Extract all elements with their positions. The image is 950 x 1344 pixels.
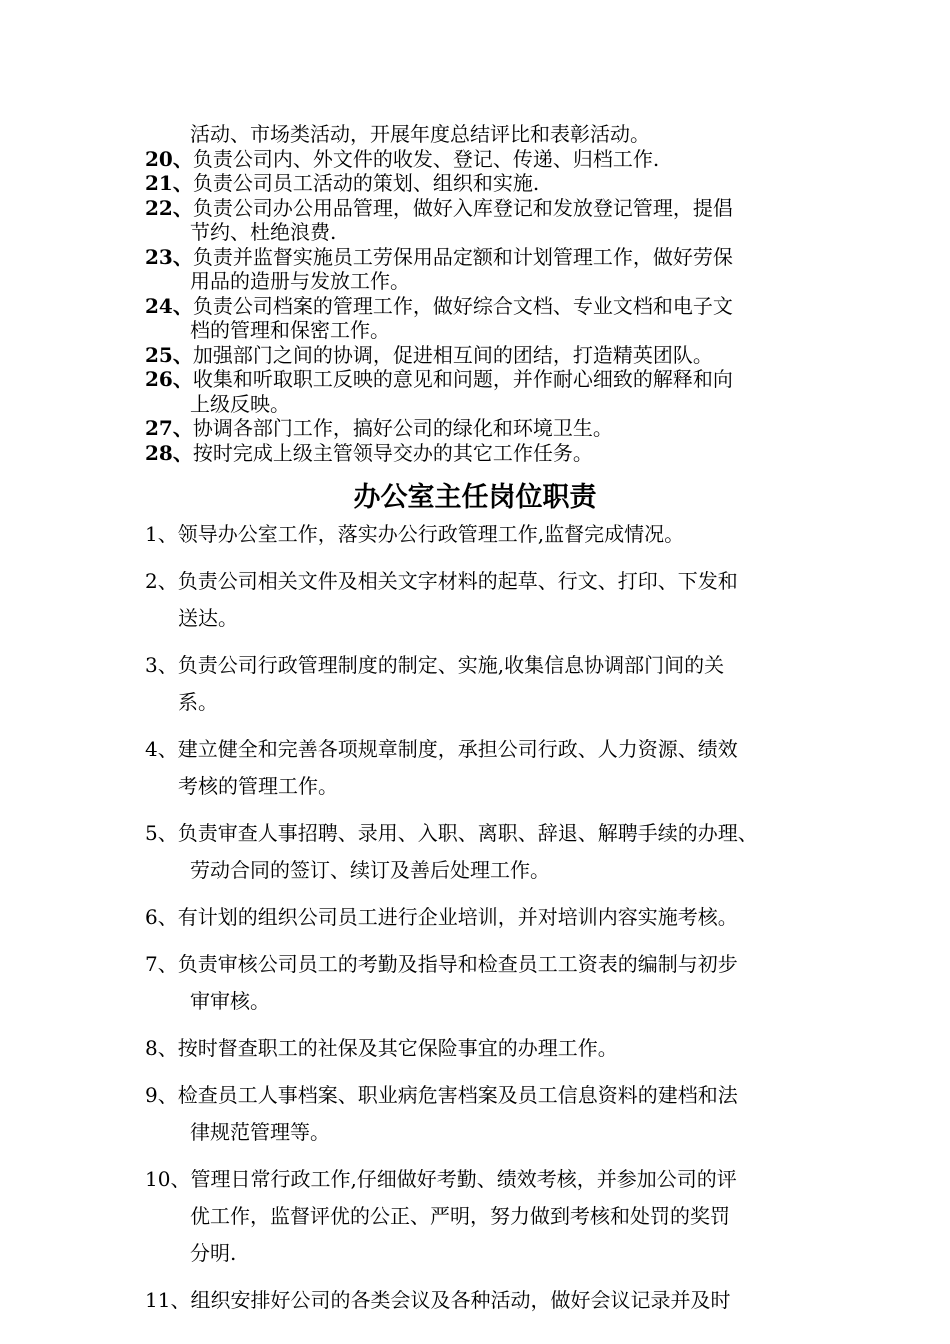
item-text: 加强部门之间的协调，促进相互间的团结，打造精英团队。 [192, 342, 713, 367]
item-text: 领导办公室工作，落实办公行政管理工作,监督完成情况。 [177, 522, 685, 546]
item-text: 按时督查职工的社保及其它保险事宜的办理工作。 [177, 1036, 618, 1060]
duty-item-6 [145, 899, 835, 936]
item-number: 5、 [145, 821, 178, 845]
item-text: 负责并监督实施员工劳保用品定额和计划管理工作，做好劳保 [192, 244, 733, 269]
item-text-continuation: 送达。 [178, 606, 238, 630]
item-number: 26、 [145, 367, 193, 391]
item-text-continuation: 档的管理和保密工作。 [190, 318, 390, 342]
item-text: 负责审核公司员工的考勤及指导和检查员工工资表的编制与初步 [177, 952, 738, 976]
item-number: 4、 [145, 737, 178, 761]
duty-item-11 [145, 1282, 835, 1319]
item-text-continuation: 审审核。 [190, 989, 270, 1013]
list-item-24 [145, 294, 825, 343]
item-text: 协调各部门工作，搞好公司的绿化和环境卫生。 [192, 416, 613, 440]
duty-item-4 [145, 731, 835, 805]
item-text: 负责公司档案的管理工作，做好综合文档、专业文档和电子文 [192, 293, 733, 318]
duty-item-10 [145, 1161, 835, 1272]
duty-item-8 [145, 1030, 835, 1067]
item-text-continuation: 用品的造册与发放工作。 [190, 269, 410, 293]
duty-item-3 [145, 647, 835, 721]
duty-item-5 [145, 815, 835, 889]
section-title: 办公室主任岗位职责 [353, 482, 597, 513]
item-number: 24、 [145, 293, 193, 318]
item-text: 负责公司相关文件及相关文字材料的起草、行文、打印、下发和 [177, 569, 738, 593]
list-item-23 [145, 245, 825, 294]
item-text: 按时完成上级主管领导交办的其它工作任务。 [192, 440, 593, 465]
item-number: 9、 [145, 1083, 178, 1107]
item-text: 有计划的组织公司员工进行企业培训，并对培训内容实施考核。 [177, 905, 738, 929]
item-number: 3、 [145, 653, 178, 677]
item-number: 2、 [145, 569, 178, 593]
item-text-continuation: 上级反映。 [190, 391, 290, 416]
item-text-continuation: 系。 [178, 690, 218, 714]
item-text-continuation: 分明. [190, 1241, 237, 1265]
item-text: 组织安排好公司的各类会议及各种活动，做好会议记录并及时 [190, 1288, 731, 1312]
item-text: 收集和听取职工反映的意见和问题，并作耐心细致的解释和向 [192, 367, 733, 391]
item-number: 1、 [145, 522, 178, 546]
list-item-20 [145, 147, 825, 172]
item-number: 11、 [145, 1288, 191, 1312]
list-item-22 [145, 196, 825, 245]
item-number: 10、 [145, 1167, 191, 1191]
item-text: 管理日常行政工作,仔细做好考勤、绩效考核，并参加公司的评 [190, 1167, 737, 1191]
item-text: 负责公司内、外文件的收发、登记、传递、归档工作. [192, 146, 660, 171]
item-number: 25、 [145, 342, 193, 367]
item-number: 20、 [145, 146, 193, 171]
item-number: 28、 [145, 440, 193, 465]
list-item-21 [145, 171, 825, 196]
duty-item-7 [145, 946, 835, 1020]
duty-item-1 [145, 516, 835, 553]
item-number: 8、 [145, 1036, 178, 1060]
list-item-27 [145, 416, 825, 441]
duties-list-continued [145, 122, 825, 465]
item-number: 6、 [145, 905, 178, 929]
item-number: 21、 [145, 171, 193, 195]
duty-item-2 [145, 563, 835, 637]
list-item-26 [145, 367, 825, 416]
item-number: 27、 [145, 416, 193, 440]
item-number: 7、 [145, 952, 178, 976]
item-text: 建立健全和完善各项规章制度，承担公司行政、人力资源、绩效 [177, 737, 738, 761]
item-number: 22、 [145, 195, 193, 220]
director-duties-list [145, 516, 835, 1329]
list-item-28 [145, 441, 825, 466]
item-text: 负责审查人事招聘、录用、入职、离职、辞退、解聘手续的办理、 [177, 821, 758, 845]
item-text: 负责公司员工活动的策划、组织和实施. [192, 171, 540, 195]
item-text-continuation: 节约、杜绝浪费. [190, 220, 337, 244]
item-text-continuation: 优工作，监督评优的公正、严明，努力做到考核和处罚的奖罚 [190, 1204, 730, 1228]
list-item-19-continuation: 活动、市场类活动，开展年度总结评比和表彰活动。 [190, 122, 650, 146]
item-text: 检查员工人事档案、职业病危害档案及员工信息资料的建档和法 [177, 1083, 738, 1107]
item-text-continuation: 劳动合同的签订、续订及善后处理工作。 [190, 858, 550, 882]
item-text: 负责公司行政管理制度的制定、实施,收集信息协调部门间的关 [177, 653, 725, 677]
item-text: 负责公司办公用品管理，做好入库登记和发放登记管理，提倡 [192, 195, 733, 220]
duty-item-9 [145, 1077, 835, 1151]
item-number: 23、 [145, 244, 193, 269]
item-text-continuation: 律规范管理等。 [190, 1120, 330, 1144]
list-item-25 [145, 343, 825, 368]
item-text-continuation: 考核的管理工作。 [178, 774, 338, 798]
